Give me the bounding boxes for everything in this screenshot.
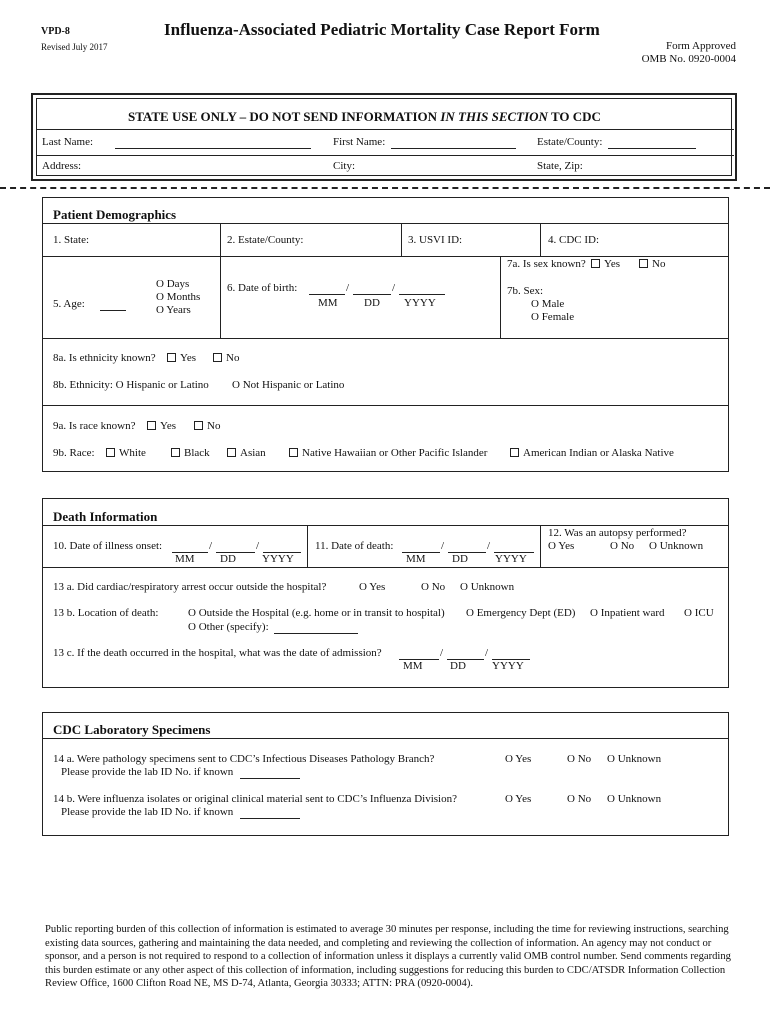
race-known-no[interactable]: No xyxy=(192,420,220,432)
influenza-isolates-label: 14 b. Were influenza isolates or original clinical material sent to CDC’s Influenza Division? xyxy=(53,793,457,805)
location-other-option[interactable]: O Other (specify): xyxy=(188,621,269,633)
admission-dd-field[interactable] xyxy=(447,648,484,660)
pathology-unknown-option[interactable]: O Unknown xyxy=(607,753,662,765)
isolates-lab-id-field[interactable] xyxy=(240,807,300,819)
demographics-title: Patient Demographics xyxy=(53,207,177,222)
race-known-yes[interactable]: Yes xyxy=(145,420,176,432)
death-title: Death Information xyxy=(53,509,158,524)
death-yyyy-label: YYYY xyxy=(495,553,527,565)
dob-yyyy-label: YYYY xyxy=(404,297,436,309)
estate-county-label: Estate/County: xyxy=(537,136,603,148)
location-ed-option[interactable]: O Emergency Dept (ED) xyxy=(466,607,576,619)
ethnicity-not-hispanic-option[interactable]: O Not Hispanic or Latino xyxy=(232,379,345,391)
arrest-no-option[interactable]: O No xyxy=(421,581,446,593)
illness-onset-label: 10. Date of illness onset: xyxy=(53,540,163,552)
onset-yyyy-field[interactable] xyxy=(263,541,301,553)
sex-known-no[interactable]: No xyxy=(637,258,665,270)
admission-mm-field[interactable] xyxy=(399,648,439,660)
ethnicity-known-label: 8a. Is ethnicity known? xyxy=(53,352,156,364)
cdc-id-label: 4. CDC ID: xyxy=(548,234,600,246)
pathology-specimens-label: 14 a. Were pathology specimens sent to CDC’s Infectious Diseases Pathology Branch? xyxy=(53,753,435,765)
isolates-lab-id-label: Please provide the lab ID No. if known xyxy=(61,806,234,818)
first-name-label: First Name: xyxy=(333,136,386,148)
age-field[interactable] xyxy=(100,299,126,311)
sex-female-option[interactable]: O Female xyxy=(531,311,575,323)
race-white-option[interactable]: White xyxy=(104,447,146,459)
onset-dd-field[interactable] xyxy=(216,541,255,553)
state-use-title: STATE USE ONLY – DO NOT SEND INFORMATION IN THIS SECTION TO CDC xyxy=(128,109,601,124)
lab-title: CDC Laboratory Specimens xyxy=(53,722,211,737)
dob-mm-field[interactable] xyxy=(309,283,345,295)
usvi-id-label: 3. USVI ID: xyxy=(408,234,463,246)
pathology-lab-id-label: Please provide the lab ID No. if known xyxy=(61,766,234,778)
last-name-label: Last Name: xyxy=(42,136,94,148)
autopsy-yes-option[interactable]: O Yes xyxy=(548,540,575,552)
race-aian-option[interactable]: American Indian or Alaska Native xyxy=(508,447,674,459)
first-name-field[interactable] xyxy=(391,137,516,149)
race-black-option[interactable]: Black xyxy=(169,447,210,459)
last-name-field[interactable] xyxy=(115,137,311,149)
death-mm-field[interactable] xyxy=(402,541,440,553)
arrest-outside-label: 13 a. Did cardiac/respiratory arrest occur outside the hospital? xyxy=(53,581,327,593)
form-id: VPD-8 xyxy=(41,26,70,37)
dob-dd-field[interactable] xyxy=(353,283,391,295)
age-years-option[interactable]: O Years xyxy=(156,304,191,316)
age-label: 5. Age: xyxy=(53,298,85,310)
admission-mm-label: MM xyxy=(403,660,423,672)
arrest-yes-option[interactable]: O Yes xyxy=(359,581,386,593)
isolates-yes-option[interactable]: O Yes xyxy=(505,793,532,805)
sex-label: 7b. Sex: xyxy=(507,285,544,297)
ethnicity-hispanic-option[interactable]: 8b. Ethnicity: O Hispanic or Latino xyxy=(53,379,209,391)
revision-date: Revised July 2017 xyxy=(41,42,108,52)
cut-line xyxy=(0,187,770,189)
state-zip-label: State, Zip: xyxy=(537,160,583,172)
estate-county-q-label: 2. Estate/County: xyxy=(227,234,304,246)
location-icu-option[interactable]: O ICU xyxy=(684,607,714,619)
form-approved: Form Approved xyxy=(666,40,736,52)
sex-male-option[interactable]: O Male xyxy=(531,298,565,310)
admission-dd-label: DD xyxy=(450,660,466,672)
omb-number: OMB No. 0920-0004 xyxy=(641,53,736,65)
admission-date-label: 13 c. If the death occurred in the hospital, what was the date of admission? xyxy=(53,647,382,659)
death-dd-field[interactable] xyxy=(448,541,486,553)
burden-statement: Public reporting burden of this collection of information is estimated to average 30 minutes per response, including the time for reviewing instructions, searching existing data sources, gathering and maintaining the data needed, and completing and reviewing the collection of information. An agency may not conduct or sponsor, and a person is not required to respond to a collection of information unless it displays a currently valid OMB control number. Send comments regarding this burden estimate or any other aspect of this collection of information, including suggestions for reducing this burden to CDC/ATSDR Information Collection Review Office, 1600 Clifton Road NE, MS D-74, Atlanta, Georgia 30333; ATTN: PRA (0920-0004). xyxy=(45,924,731,990)
pathology-yes-option[interactable]: O Yes xyxy=(505,753,532,765)
age-months-option[interactable]: O Months xyxy=(156,291,201,303)
arrest-unknown-option[interactable]: O Unknown xyxy=(460,581,515,593)
race-nhopi-option[interactable]: Native Hawaiian or Other Pacific Islander xyxy=(287,447,487,459)
race-label: 9b. Race: xyxy=(53,447,95,459)
location-of-death-label: 13 b. Location of death: xyxy=(53,607,159,619)
onset-dd-label: DD xyxy=(220,553,236,565)
dob-mm-label: MM xyxy=(318,297,338,309)
death-mm-label: MM xyxy=(406,553,426,565)
admission-yyyy-field[interactable] xyxy=(492,648,530,660)
sex-known-label: 7a. Is sex known? xyxy=(507,258,586,270)
race-asian-option[interactable]: Asian xyxy=(225,447,266,459)
autopsy-no-option[interactable]: O No xyxy=(610,540,635,552)
form-title: Influenza-Associated Pediatric Mortality Case Report Form xyxy=(164,20,600,39)
isolates-unknown-option[interactable]: O Unknown xyxy=(607,793,662,805)
address-label: Address: xyxy=(42,160,82,172)
age-days-option[interactable]: O Days xyxy=(156,278,190,290)
location-inpatient-option[interactable]: O Inpatient ward xyxy=(590,607,665,619)
ethnicity-known-no[interactable]: No xyxy=(211,352,239,364)
date-of-death-label: 11. Date of death: xyxy=(315,540,394,552)
sex-known-yes[interactable]: Yes xyxy=(589,258,620,270)
death-yyyy-field[interactable] xyxy=(494,541,534,553)
dob-yyyy-field[interactable] xyxy=(399,283,445,295)
pathology-no-option[interactable]: O No xyxy=(567,753,592,765)
dob-dd-label: DD xyxy=(364,297,380,309)
location-outside-option[interactable]: O Outside the Hospital (e.g. home or in transit to hospital) xyxy=(188,607,445,619)
location-other-field[interactable] xyxy=(274,622,358,634)
state-label: 1. State: xyxy=(53,234,90,246)
isolates-no-option[interactable]: O No xyxy=(567,793,592,805)
onset-mm-label: MM xyxy=(175,553,195,565)
admission-yyyy-label: YYYY xyxy=(492,660,524,672)
death-dd-label: DD xyxy=(452,553,468,565)
race-known-label: 9a. Is race known? xyxy=(53,420,136,432)
autopsy-label: 12. Was an autopsy performed? xyxy=(548,527,687,539)
autopsy-unknown-option[interactable]: O Unknown xyxy=(649,540,704,552)
ethnicity-known-yes[interactable]: Yes xyxy=(165,352,196,364)
city-label: City: xyxy=(333,160,356,172)
dob-label: 6. Date of birth: xyxy=(227,282,298,294)
pathology-lab-id-field[interactable] xyxy=(240,767,300,779)
onset-mm-field[interactable] xyxy=(172,541,208,553)
onset-yyyy-label: YYYY xyxy=(262,553,294,565)
estate-county-field[interactable] xyxy=(608,137,696,149)
